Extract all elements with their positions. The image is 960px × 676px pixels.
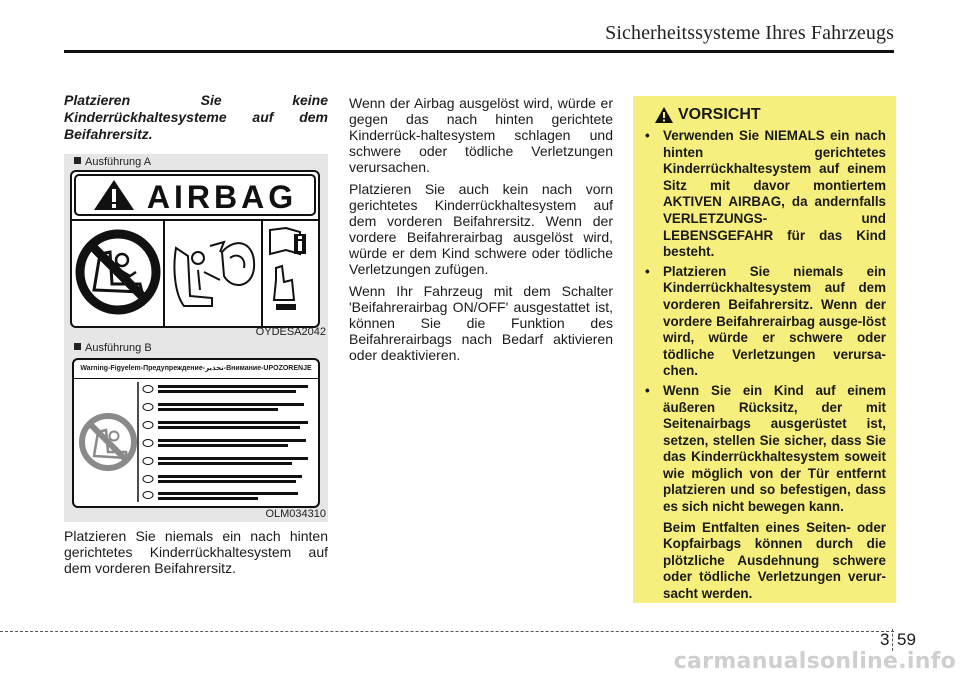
caution-list (641, 128, 886, 516)
caution-box (633, 96, 896, 603)
caution-heading (655, 106, 886, 124)
figure-a-caption: Ausführung A (74, 156, 151, 168)
airbag-warning-label (70, 170, 320, 328)
left-column-bottom (64, 528, 328, 576)
square-bullet-icon (74, 343, 81, 350)
body-paragraph: Platzieren Sie niemals ein nach hinten gerichtetes Kinderrückhaltesystem auf dem vorderen Beifahrersitz. (64, 528, 328, 576)
footer-separator (892, 629, 893, 651)
body-paragraph: Wenn der Airbag ausgelöst wird, würde er gegen das nach hinten gerichtete Kinderrück-haltesystem schlagen und schwere oder tödliche Verletzungen verursachen. (349, 95, 613, 175)
multilingual-label-header: Warning-Figyelem-Предупреждение-تحذير-Внимание-UPOZORENJE (74, 360, 318, 379)
watermark: carmanualsonline.info (673, 649, 956, 674)
figure-b-code: OLM034310 (265, 508, 326, 520)
caution-item: • Verwenden Sie NIEMALS ein nach hinten gerichtetes Kinderrückhaltesystem auf einem Sitz mit davor montiertem AKTIVEN AIRBAG, da andernfalls VERLETZUNGS- und LEBENSGEFAHR für das Kind besteht. (645, 128, 886, 260)
page-number: 59 (897, 630, 916, 649)
subheading-rest: Kinderrückhaltesysteme auf dem Beifahrersitz. (64, 109, 328, 142)
multilingual-label-artwork (74, 378, 318, 506)
body-paragraph: Wenn Ihr Fahrzeug mit dem Schalter 'Beifahrerairbag ON/OFF' ausgestattet ist, können Sie die Funktion des Beifahrerairbags nach Bedarf aktivieren oder deaktivieren. (349, 283, 613, 363)
figure-b-caption: Ausführung B (74, 342, 152, 354)
body-paragraph: Platzieren Sie auch kein nach vorn gerichtetes Kinderrückhaltesystem auf dem vorderen Beifahrersitz. Wenn der vordere Beifahrerairbag ausgelöst wird, würde er dem Kind schwere oder tödliche Verletzungen zufügen. (349, 181, 613, 277)
middle-column (349, 95, 613, 369)
left-column (64, 92, 328, 143)
header-rule (64, 50, 894, 53)
subheading-word: Platzieren (64, 92, 131, 108)
page-header-title: Sicherheitssysteme Ihres Fahrzeugs (605, 22, 894, 44)
multilingual-warning-label (72, 358, 320, 508)
airbag-label-text: AIRBAG (146, 179, 298, 215)
caution-item: • Platzieren Sie niemals ein Kinderrückhaltesystem auf dem vorderen Beifahrersitz. Wenn der vordere Beifahrerairbag ausge-löst wird, würde er schwere oder tödliche Verletzungen verursa-chen. (645, 263, 886, 379)
figure-version-b (64, 340, 328, 522)
caution-title: VORSICHT (678, 106, 761, 123)
figure-a-code: OYDESA2042 (255, 326, 326, 338)
square-bullet-icon (74, 157, 81, 164)
airbag-label-artwork (72, 172, 318, 326)
subheading-first-line (64, 92, 328, 109)
footer-rule (0, 631, 894, 632)
chapter-number: 3 (880, 630, 890, 649)
caution-item: • Wenn Sie ein Kind auf einem äußeren Rücksitz, der mit Seitenairbags ausgerüstet ist, setzen, stellen Sie sicher, dass Sie das Kinderrückhaltesystem soweit wie möglich von der Tür entfernt platzieren und so befestigen, dass es sich nicht bewegen kann. (645, 382, 886, 515)
section-subheading (64, 92, 328, 143)
subheading-word: keine (292, 92, 328, 108)
caution-continuation: Beim Entfalten eines Seiten- oder Kopfairbags können durch die plötzliche Ausdehnung schwere oder tödliche Verletzungen verur-sacht werden. (663, 519, 886, 602)
subheading-word: Sie (200, 92, 222, 108)
figure-version-a (64, 154, 328, 340)
warning-triangle-icon (655, 107, 673, 123)
